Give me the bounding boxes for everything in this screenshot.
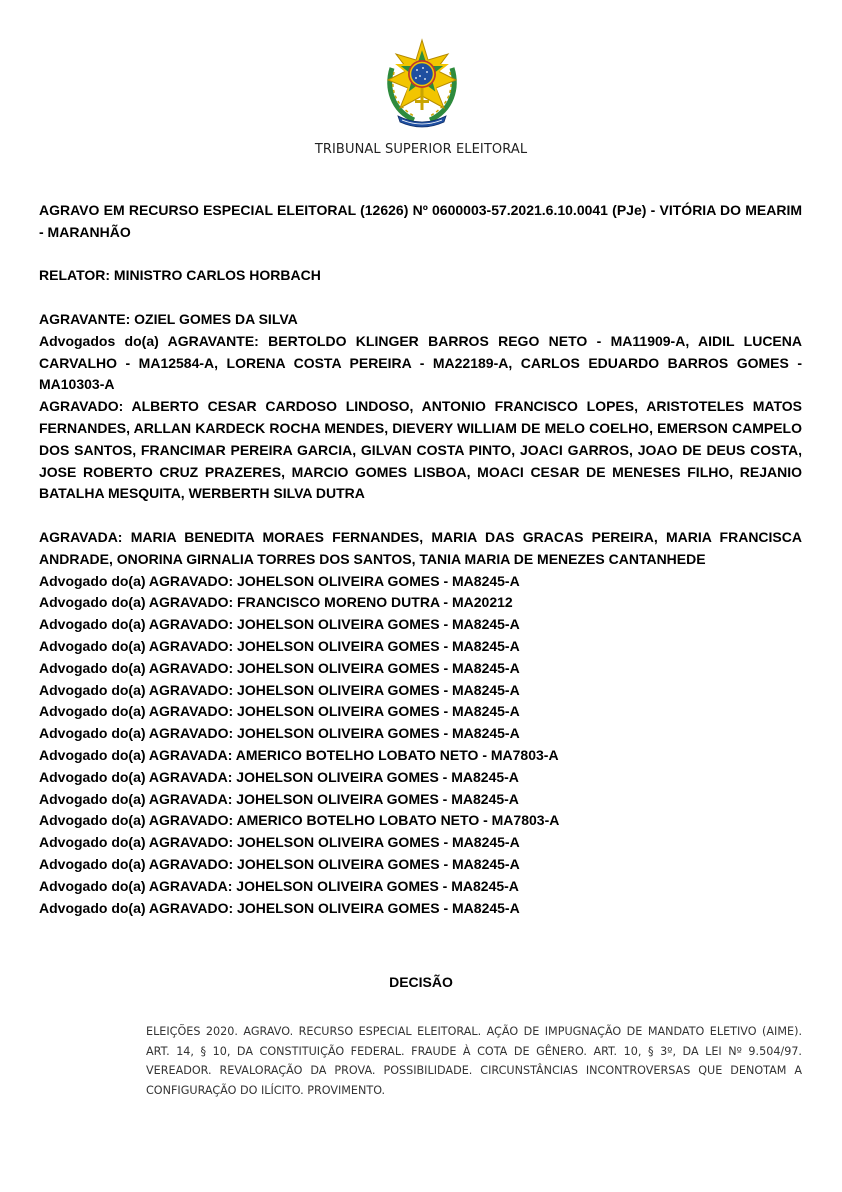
lawyer-line: Advogado do(a) AGRAVADA: JOHELSON OLIVEIRA GOMES - MA8245-A: [39, 768, 519, 785]
lawyer-line: Advogado do(a) AGRAVADO: JOHELSON OLIVEIRA GOMES - MA8245-A: [39, 659, 520, 676]
lawyer-line: Advogado do(a) AGRAVADO: JOHELSON OLIVEIRA GOMES - MA8245-A: [39, 616, 520, 633]
lawyer-line: Advogado do(a) AGRAVADA: JOHELSON OLIVEIRA GOMES - MA8245-A: [39, 790, 519, 807]
ementa-summary: ELEIÇÕES 2020. AGRAVO. RECURSO ESPECIAL ELEITORAL. AÇÃO DE IMPUGNAÇÃO DE MANDATO ELETIVO (AIME). ART. 14, § 10, DA CONSTITUIÇÃO FEDERAL. FRAUDE À COTA DE GÊNERO. ART. 10, § 3º, DA LEI Nº 9.504/97. VEREADOR. REVALORAÇÃO DA PROVA. POSSIBILIDADE. CIRCUNSTÂNCIAS INCONTROVERSAS QUE DENOTAM A CONFIGURAÇÃO DO ILÍCITO. PROVIMENTO.: [146, 1025, 802, 1097]
lawyer-line: Advogado do(a) AGRAVADO: FRANCISCO MORENO DUTRA - MA20212: [39, 594, 513, 611]
lawyer-line: Advogado do(a) AGRAVADO: JOHELSON OLIVEIRA GOMES - MA8245-A: [39, 572, 520, 589]
lawyer-line: Advogado do(a) AGRAVADO: JOHELSON OLIVEIRA GOMES - MA8245-A: [39, 899, 520, 916]
lawyer-line: Advogado do(a) AGRAVADA: AMERICO BOTELHO LOBATO NETO - MA7803-A: [39, 746, 559, 763]
case-header: [39, 200, 802, 919]
brazil-coat-of-arms-icon: [384, 38, 460, 128]
lawyer-line: Advogado do(a) AGRAVADO: JOHELSON OLIVEIRA GOMES - MA8245-A: [39, 703, 520, 720]
agravada-parties: AGRAVADA: MARIA BENEDITA MORAES FERNANDES, MARIA DAS GRACAS PEREIRA, MARIA FRANCISCA ANDRADE, ONORINA GIRNALIA TORRES DOS SANTOS, TANIA MARIA DE MENEZES CANTANHEDE: [39, 528, 802, 567]
lawyer-line: Advogado do(a) AGRAVADA: JOHELSON OLIVEIRA GOMES - MA8245-A: [39, 877, 519, 894]
court-name: TRIBUNAL SUPERIOR ELEITORAL: [314, 142, 528, 157]
decision-heading: DECISÃO: [389, 974, 453, 990]
case-title: AGRAVO EM RECURSO ESPECIAL ELEITORAL (12626) Nº 0600003-57.2021.6.10.0041 (PJe) - VITÓRIA DO MEARIM - MARANHÃO: [39, 202, 802, 240]
relator: RELATOR: MINISTRO CARLOS HORBACH: [39, 267, 321, 284]
lawyer-line: Advogado do(a) AGRAVADO: JOHELSON OLIVEIRA GOMES - MA8245-A: [39, 855, 520, 872]
agravado-parties: AGRAVADO: ALBERTO CESAR CARDOSO LINDOSO, ANTONIO FRANCISCO LOPES, ARISTOTELES MATOS FERNANDES, ARLLAN KARDECK ROCHA MENDES, DIEVERY WILLIAM DE MELO COELHO, EMERSON CAMPELO DOS SANTOS, FRANCIMAR PEREIRA GARCIA, GILVAN COSTA PINTO, JOACI GARROS, JOAO DE DEUS COSTA, JOSE ROBERTO CRUZ PRAZERES, MARCIO GOMES LISBOA, MOACI CESAR DE MENESES FILHO, REJANIO BATALHA MESQUITA, WERBERTH SILVA DUTRA: [39, 398, 802, 502]
lawyer-list: [39, 571, 802, 920]
agravante-lawyers: Advogados do(a) AGRAVANTE: BERTOLDO KLINGER BARROS REGO NETO - MA11909-A, AIDIL LUCENA CARVALHO - MA12584-A, LORENA COSTA PEREIRA - MA22189-A, CARLOS EDUARDO BARROS GOMES - MA10303-A: [39, 332, 802, 393]
lawyer-line: Advogado do(a) AGRAVADO: AMERICO BOTELHO LOBATO NETO - MA7803-A: [39, 812, 560, 829]
agravante: AGRAVANTE: OZIEL GOMES DA SILVA: [39, 310, 298, 327]
lawyer-line: Advogado do(a) AGRAVADO: JOHELSON OLIVEIRA GOMES - MA8245-A: [39, 637, 520, 654]
lawyer-line: Advogado do(a) AGRAVADO: JOHELSON OLIVEIRA GOMES - MA8245-A: [39, 681, 520, 698]
lawyer-line: Advogado do(a) AGRAVADO: JOHELSON OLIVEIRA GOMES - MA8245-A: [39, 834, 520, 851]
lawyer-line: Advogado do(a) AGRAVADO: JOHELSON OLIVEIRA GOMES - MA8245-A: [39, 725, 520, 742]
